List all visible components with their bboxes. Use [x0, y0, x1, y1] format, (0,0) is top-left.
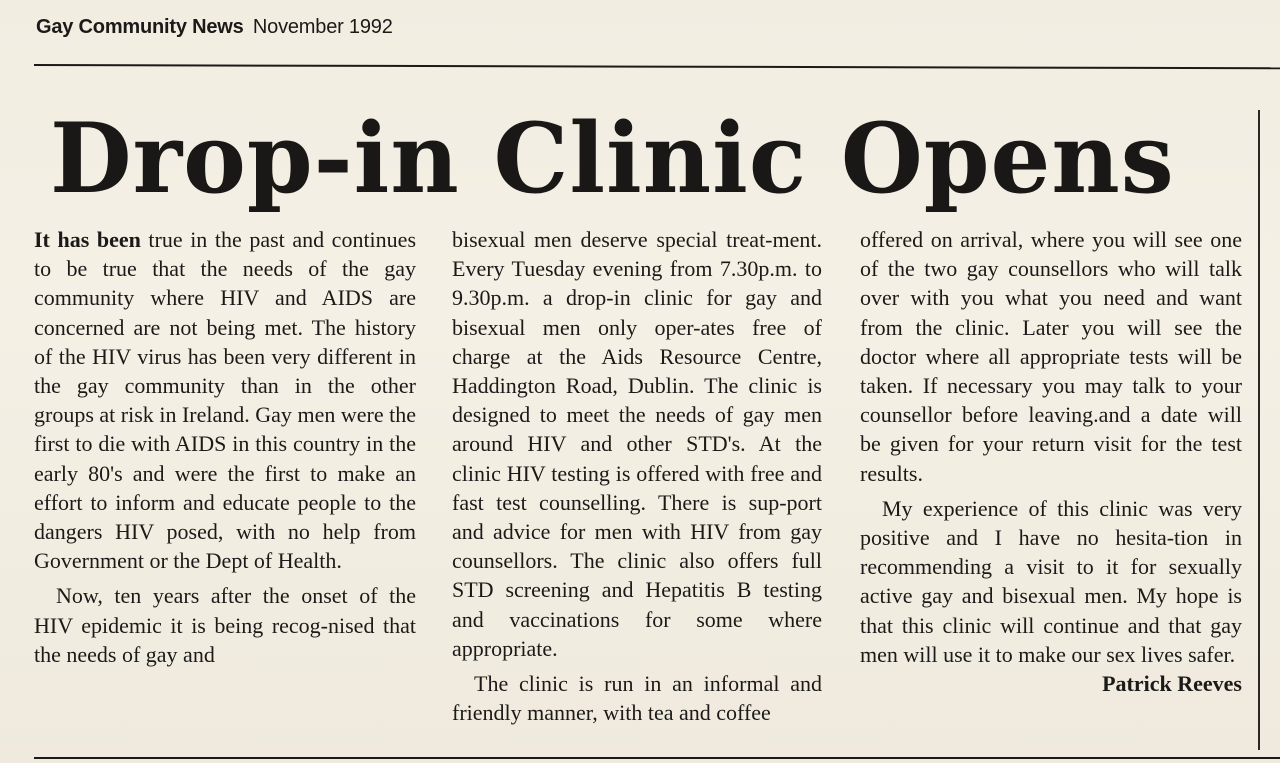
column-rule: [1258, 110, 1260, 750]
paragraph-3-start: The clinic is run in an informal and friendly manner, with tea and coffee: [452, 671, 822, 726]
article-column-2: [452, 225, 822, 727]
publication-name: Gay Community News: [36, 16, 244, 38]
top-rule: [34, 64, 1280, 69]
paragraph-1-text: true in the past and continues to be true that the needs of the gay community where HIV and AIDS are concerned are not being met. The history of the HIV virus has been very different in the gay community than in the other groups at risk in Ireland. Gay men were the first to die with AIDS in this country in the early 80's and were the first to make an effort to inform and educate people to the dangers HIV posed, with no help from Government or the Dept of Health.: [34, 227, 416, 574]
paragraph-4: My experience of this clinic was very positive and I have no hesita-tion in recommending a visit to it for sexually active gay and bisexual men. My hope is that this clinic will continue and that gay men will use it to make our sex lives safer.: [860, 495, 1242, 667]
paragraph-2-continued: bisexual men deserve special treat-ment. Every Tuesday evening from 7.30p.m. to 9.30p.m. a drop-in clinic for gay and bisexual men only oper-ates free of charge at the Aids Resource Centre, Haddington Road, Dublin. The clinic is designed to meet the needs of gay men around HIV and other STD's. At the clinic HIV testing is offered with free and fast test counselling. There is sup-port and advice for men with HIV from gay counsellors. The clinic also offers full STD screening and Hepatitis B testing and vaccinations for some where appropriate.: [452, 227, 822, 661]
paragraph-3-continued: offered on arrival, where you will see one of the two gay counsellors who will talk over with you what you need and want from the clinic. Later you will see the doctor where all appropriate tests will be taken. If necessary you may talk to your counsellor before leaving.and a date will be given for your return visit for the test results.: [860, 227, 1242, 486]
paragraph-2-start: Now, ten years after the onset of the HIV epidemic it is being recog-nised that the needs of gay and: [34, 583, 416, 667]
paragraph-1: [34, 225, 416, 575]
article-column-1: [34, 225, 416, 669]
bottom-rule: [34, 757, 1280, 759]
issue-date: November 1992: [252, 16, 393, 38]
article-column-3: [860, 225, 1242, 698]
headline: Drop-in Clinic Opens: [50, 102, 1175, 215]
byline: Patrick Reeves: [1102, 671, 1242, 697]
lead-in: It has been: [34, 227, 141, 252]
masthead: [36, 16, 393, 39]
